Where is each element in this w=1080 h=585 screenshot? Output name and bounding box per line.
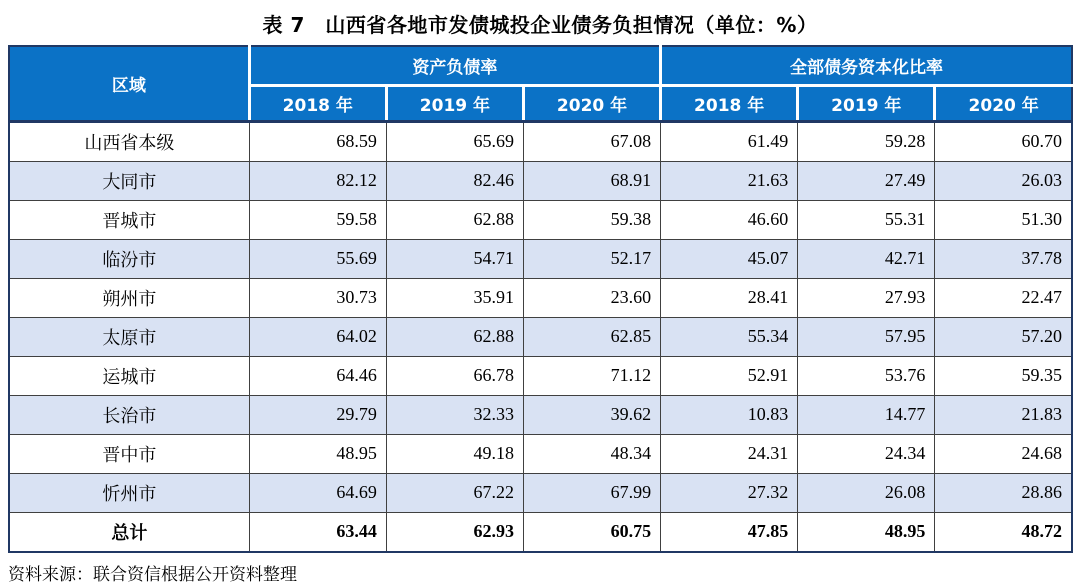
value-cell: 24.31 [661, 434, 798, 473]
region-cell: 山西省本级 [9, 121, 249, 161]
value-cell: 59.58 [249, 200, 386, 239]
group-header-asset-liability-ratio: 资产负债率 [249, 46, 660, 85]
value-cell: 55.69 [249, 239, 386, 278]
region-cell: 总计 [9, 512, 249, 552]
value-cell: 48.72 [935, 512, 1072, 552]
value-cell: 64.02 [249, 317, 386, 356]
value-cell: 28.41 [661, 278, 798, 317]
value-cell: 57.20 [935, 317, 1072, 356]
value-cell: 65.69 [386, 121, 523, 161]
value-cell: 62.88 [386, 317, 523, 356]
value-cell: 37.78 [935, 239, 1072, 278]
table-row [9, 434, 1072, 473]
region-cell: 大同市 [9, 161, 249, 200]
region-cell: 长治市 [9, 395, 249, 434]
table-row [9, 200, 1072, 239]
table-row [9, 317, 1072, 356]
value-cell: 14.77 [798, 395, 935, 434]
value-cell: 68.59 [249, 121, 386, 161]
region-header-cell: 区域 [9, 46, 249, 121]
value-cell: 51.30 [935, 200, 1072, 239]
value-cell: 27.32 [661, 473, 798, 512]
value-cell: 60.70 [935, 121, 1072, 161]
region-cell: 忻州市 [9, 473, 249, 512]
region-cell: 晋城市 [9, 200, 249, 239]
table-row [9, 356, 1072, 395]
group-header-debt-capitalization-ratio: 全部债务资本化比率 [661, 46, 1072, 85]
value-cell: 64.69 [249, 473, 386, 512]
value-cell: 24.34 [798, 434, 935, 473]
value-cell: 21.63 [661, 161, 798, 200]
table-row [9, 161, 1072, 200]
value-cell: 48.34 [523, 434, 660, 473]
value-cell: 67.22 [386, 473, 523, 512]
value-cell: 28.86 [935, 473, 1072, 512]
value-cell: 71.12 [523, 356, 660, 395]
value-cell: 21.83 [935, 395, 1072, 434]
value-cell: 49.18 [386, 434, 523, 473]
value-cell: 24.68 [935, 434, 1072, 473]
table-title: 表 7 山西省各地市发债城投企业债务负担情况（单位：%） [262, 13, 818, 37]
table-row [9, 278, 1072, 317]
value-cell: 62.88 [386, 200, 523, 239]
year-header-cell: 2019 年 [798, 85, 935, 121]
value-cell: 29.79 [249, 395, 386, 434]
year-header-cell: 2018 年 [661, 85, 798, 121]
value-cell: 59.38 [523, 200, 660, 239]
value-cell: 32.33 [386, 395, 523, 434]
value-cell: 61.49 [661, 121, 798, 161]
value-cell: 82.46 [386, 161, 523, 200]
value-cell: 64.46 [249, 356, 386, 395]
region-cell: 临汾市 [9, 239, 249, 278]
value-cell: 59.35 [935, 356, 1072, 395]
value-cell: 26.03 [935, 161, 1072, 200]
year-header-cell: 2020 年 [935, 85, 1072, 121]
year-header-cell: 2019 年 [386, 85, 523, 121]
value-cell: 27.49 [798, 161, 935, 200]
table-row [9, 239, 1072, 278]
value-cell: 62.93 [386, 512, 523, 552]
table-row [9, 121, 1072, 161]
value-cell: 39.62 [523, 395, 660, 434]
value-cell: 67.08 [523, 121, 660, 161]
year-header-cell: 2018 年 [249, 85, 386, 121]
value-cell: 53.76 [798, 356, 935, 395]
value-cell: 46.60 [661, 200, 798, 239]
value-cell: 62.85 [523, 317, 660, 356]
region-cell: 朔州市 [9, 278, 249, 317]
debt-burden-table [8, 45, 1073, 553]
value-cell: 48.95 [249, 434, 386, 473]
value-cell: 27.93 [798, 278, 935, 317]
value-cell: 68.91 [523, 161, 660, 200]
table-row [9, 473, 1072, 512]
total-row [9, 512, 1072, 552]
source-note: 资料来源：联合资信根据公开资料整理 [8, 564, 297, 584]
value-cell: 42.71 [798, 239, 935, 278]
value-cell: 63.44 [249, 512, 386, 552]
year-header-cell: 2020 年 [523, 85, 660, 121]
value-cell: 10.83 [661, 395, 798, 434]
value-cell: 30.73 [249, 278, 386, 317]
value-cell: 55.31 [798, 200, 935, 239]
value-cell: 82.12 [249, 161, 386, 200]
value-cell: 52.91 [661, 356, 798, 395]
value-cell: 66.78 [386, 356, 523, 395]
region-cell: 太原市 [9, 317, 249, 356]
value-cell: 22.47 [935, 278, 1072, 317]
value-cell: 67.99 [523, 473, 660, 512]
value-cell: 57.95 [798, 317, 935, 356]
value-cell: 48.95 [798, 512, 935, 552]
table-row [9, 395, 1072, 434]
value-cell: 45.07 [661, 239, 798, 278]
region-cell: 运城市 [9, 356, 249, 395]
value-cell: 60.75 [523, 512, 660, 552]
value-cell: 54.71 [386, 239, 523, 278]
value-cell: 59.28 [798, 121, 935, 161]
region-cell: 晋中市 [9, 434, 249, 473]
header-group-row [9, 46, 1072, 85]
value-cell: 55.34 [661, 317, 798, 356]
value-cell: 47.85 [661, 512, 798, 552]
value-cell: 52.17 [523, 239, 660, 278]
value-cell: 23.60 [523, 278, 660, 317]
value-cell: 26.08 [798, 473, 935, 512]
value-cell: 35.91 [386, 278, 523, 317]
